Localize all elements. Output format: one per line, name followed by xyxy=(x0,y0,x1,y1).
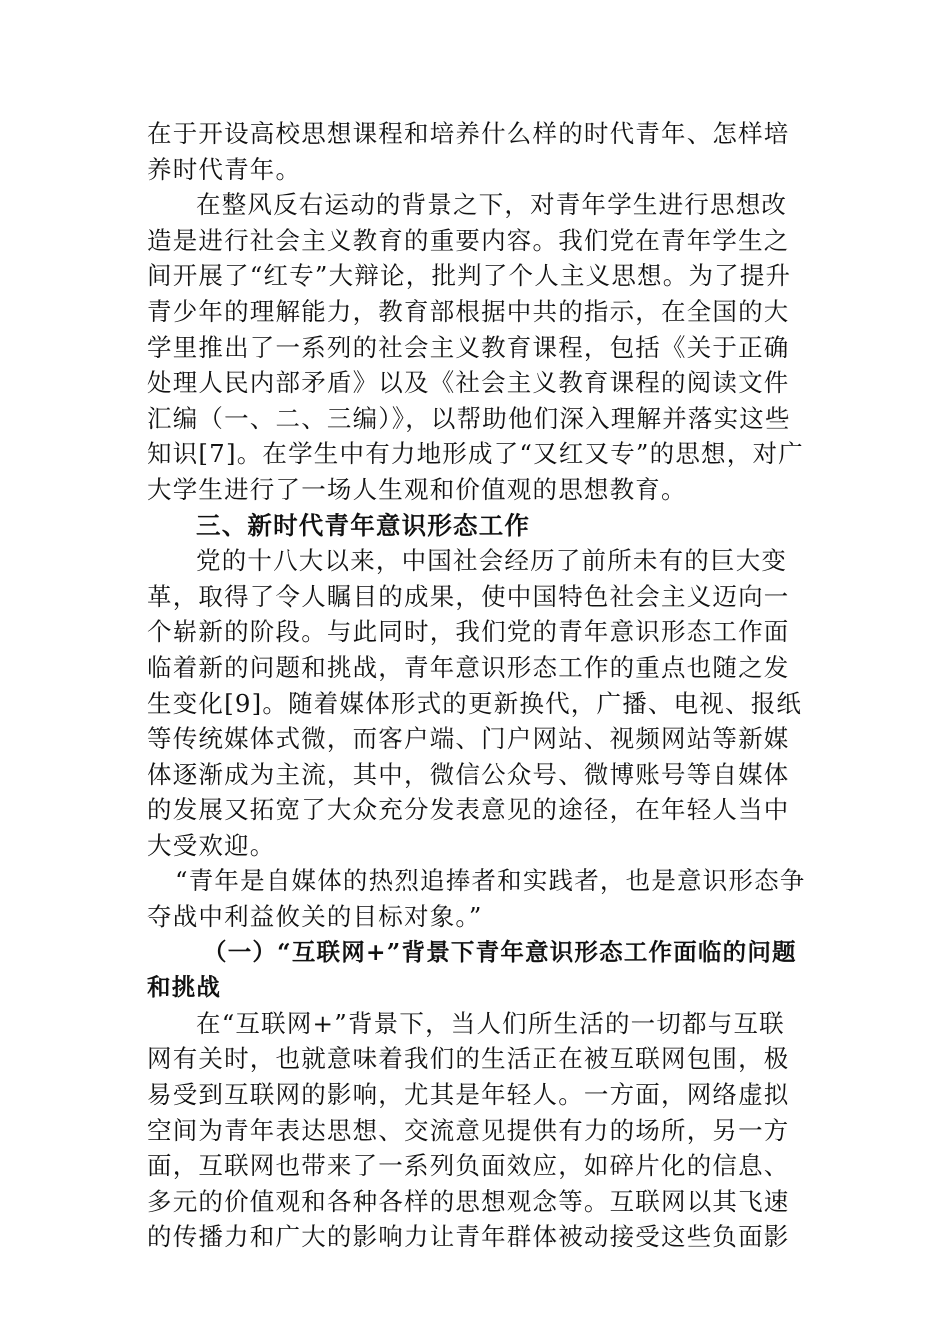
section-heading-new-era: 三、新时代青年意识形态工作 xyxy=(196,510,531,540)
subsection-heading-internet-plus: （一）“互联网+”背景下青年意识形态工作面临的问题和挑战 xyxy=(147,937,797,1002)
paragraph-internet-plus-background: 在“互联网+”背景下，当人们所生活的一切都与互联网有关时，也就意味着我们的生活正在被互联网包围，极易受到互联网的影响，尤其是年轻人。一方面，网络虚拟空间为青年表达思想、交流意见提供有力的场所，另一方面，互联网也带来了一系列负面效应，如碎片化的信息、多元的价值观和各种各样的思想观念等。互联网以其飞速的传播力和广大的影响力让青年群体被动接受这些负面影 xyxy=(147,1008,790,1252)
paragraph-continuation: 在于开设高校思想课程和培养什么样的时代青年、怎样培养时代青年。 xyxy=(147,119,790,184)
paragraph-eighteenth-congress: 党的十八大以来，中国社会经历了前所未有的巨大变革，取得了令人瞩目的成果，使中国特色社会主义迈向一个崭新的阶段。与此同时，我们党的青年意识形态工作面临着新的问题和挑战，青年意识形态工作的重点也随之发生变化[9]。随着媒体形式的更新换代，广播、电视、报纸等传统媒体式微，而客户端、门户网站、视频网站等新媒体逐渐成为主流，其中，微信公众号、微博账号等自媒体的发展又拓宽了大众充分发表意见的途径，在年轻人当中大受欢迎。 xyxy=(147,546,803,860)
paragraph-quote-youth-media: “青年是自媒体的热烈追捧者和实践者，也是意识形态争夺战中利益攸关的目标对象。” xyxy=(147,866,806,932)
document-body xyxy=(147,116,807,1255)
paragraph-ideological-remolding: 在整风反右运动的背景之下，对青年学生进行思想改造是进行社会主义教育的重要内容。我们党在青年学生之间开展了“红专”大辩论，批判了个人主义思想。为了提升青少年的理解能力，教育部根据中共的指示，在全国的大学里推出了一系列的社会主义教育课程，包括《关于正确处理人民内部矛盾》以及《社会主义教育课程的阅读文件汇编（一、二、三编）》，以帮助他们深入理解并落实这些知识[7]。在学生中有力地形成了“又红又专”的思想，对广大学生进行了一场人生观和价值观的思想教育。 xyxy=(147,190,804,504)
